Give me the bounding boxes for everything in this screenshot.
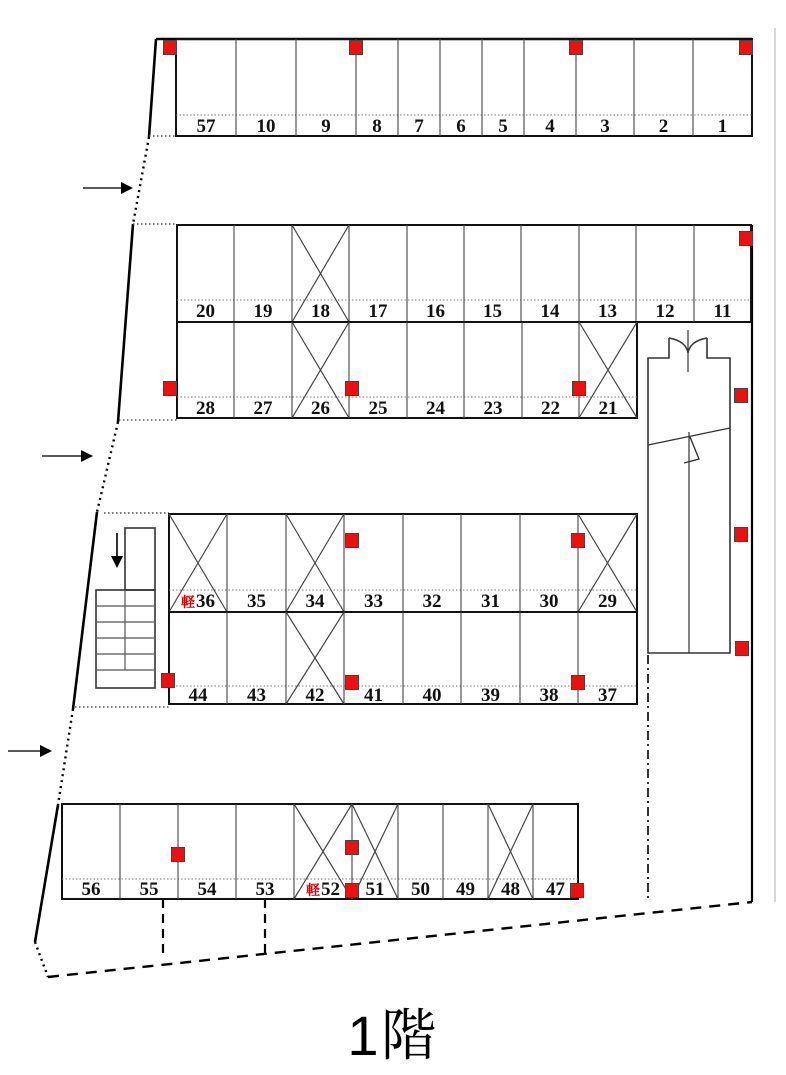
- boundary-gap-dotted: [97, 422, 118, 512]
- stall-label-31: 31: [481, 591, 500, 612]
- occupied-marker: [345, 381, 359, 396]
- boundary-bottom-dashed: [48, 902, 752, 977]
- boundary-left: [73, 512, 97, 709]
- stall-label-44: 44: [188, 685, 208, 706]
- stall-label-4: 4: [545, 116, 555, 137]
- stall-label-6: 6: [456, 116, 466, 137]
- stall-label-53: 53: [255, 879, 275, 900]
- occupied-marker: [345, 840, 359, 855]
- stall-label-54: 54: [197, 879, 217, 900]
- occupied-marker: [345, 675, 359, 690]
- stall-label-10: 10: [256, 116, 276, 137]
- stall-label-3: 3: [600, 116, 610, 137]
- stall-label-33: 33: [364, 591, 383, 612]
- stall-label-5: 5: [498, 116, 508, 137]
- occupied-marker: [161, 673, 175, 688]
- stall-label-13: 13: [598, 301, 617, 322]
- entrance-arrow-icon-head: [81, 450, 93, 462]
- staircase-corridor: [125, 528, 155, 590]
- stall-label-51: 51: [365, 879, 385, 900]
- stall-label-22: 22: [541, 398, 560, 419]
- stall-label-14: 14: [540, 301, 560, 322]
- stall-label-55: 55: [139, 879, 159, 900]
- stall-label-41: 41: [364, 685, 383, 706]
- stall-label-1: 1: [717, 116, 728, 137]
- stall-label-20: 20: [196, 301, 215, 322]
- stall-label-25: 25: [368, 398, 388, 419]
- occupied-marker: [734, 527, 748, 542]
- floor-title: 1階: [347, 1004, 439, 1067]
- stair-down-arrow-icon: [111, 556, 123, 568]
- boundary-left: [118, 224, 133, 422]
- stall-label-34: 34: [305, 591, 325, 612]
- stall-label-32: 32: [422, 591, 442, 612]
- stall-label-40: 40: [422, 685, 442, 706]
- kei-mark: 軽: [306, 884, 320, 899]
- occupied-marker: [569, 40, 583, 55]
- entrance-arrow-icon-head: [40, 745, 52, 757]
- occupied-marker: [739, 40, 753, 55]
- stall-label-24: 24: [426, 398, 445, 419]
- stall-label-42: 42: [305, 685, 325, 706]
- occupied-marker: [572, 381, 586, 396]
- boundary-left: [35, 805, 58, 942]
- kei-mark: 軽: [181, 596, 195, 611]
- boundary-gap-dotted: [133, 137, 149, 224]
- occupied-marker: [570, 883, 584, 898]
- stall-label-38: 38: [539, 685, 559, 706]
- stall-label-21: 21: [598, 398, 618, 419]
- stall-label-57: 57: [196, 116, 216, 137]
- stall-label-15: 15: [483, 301, 502, 322]
- stall-label-29: 29: [598, 591, 617, 612]
- stall-label-56: 56: [81, 879, 101, 900]
- stall-label-9: 9: [321, 116, 331, 137]
- stall-label-17: 17: [368, 301, 388, 322]
- double-door-icon: [669, 338, 688, 353]
- occupied-marker: [349, 40, 363, 55]
- stall-label-43: 43: [247, 685, 266, 706]
- stall-label-49: 49: [456, 879, 475, 900]
- stall-label-27: 27: [253, 398, 273, 419]
- boundary-corner-dotted: [35, 942, 48, 977]
- occupied-marker: [163, 381, 177, 396]
- occupied-marker: [163, 40, 177, 55]
- stall-label-52: 軽52: [306, 879, 340, 900]
- boundary-gap-dotted: [58, 709, 73, 805]
- entrance-arrow-icon-head: [121, 182, 133, 194]
- occupied-marker: [171, 847, 185, 862]
- stall-label-48: 48: [501, 879, 520, 900]
- occupied-marker: [739, 231, 753, 246]
- stall-label-28: 28: [196, 398, 215, 419]
- stall-label-12: 12: [655, 301, 675, 322]
- stall-label-35: 35: [247, 591, 266, 612]
- stall-label-30: 30: [539, 591, 559, 612]
- stall-label-37: 37: [598, 685, 617, 706]
- double-door-icon: [688, 338, 707, 353]
- boundary-left: [149, 39, 156, 137]
- stall-label-23: 23: [483, 398, 503, 419]
- occupied-marker: [734, 388, 748, 403]
- stall-label-8: 8: [372, 116, 382, 137]
- occupied-marker: [735, 641, 749, 656]
- stall-label-11: 11: [713, 301, 732, 322]
- occupied-marker: [571, 533, 585, 548]
- stall-label-19: 19: [253, 301, 273, 322]
- stall-label-16: 16: [426, 301, 445, 322]
- occupied-marker: [345, 883, 359, 898]
- small-arrow-icon: [684, 437, 699, 463]
- stall-label-39: 39: [481, 685, 500, 706]
- occupied-marker: [571, 675, 585, 690]
- stall-label-50: 50: [411, 879, 430, 900]
- stall-label-47: 47: [546, 879, 565, 900]
- stall-label-2: 2: [658, 116, 669, 137]
- stall-label-36: 軽36: [181, 591, 215, 612]
- occupied-marker: [345, 533, 359, 548]
- stall-label-26: 26: [311, 398, 330, 419]
- stall-label-18: 18: [311, 301, 330, 322]
- stall-label-7: 7: [414, 116, 424, 137]
